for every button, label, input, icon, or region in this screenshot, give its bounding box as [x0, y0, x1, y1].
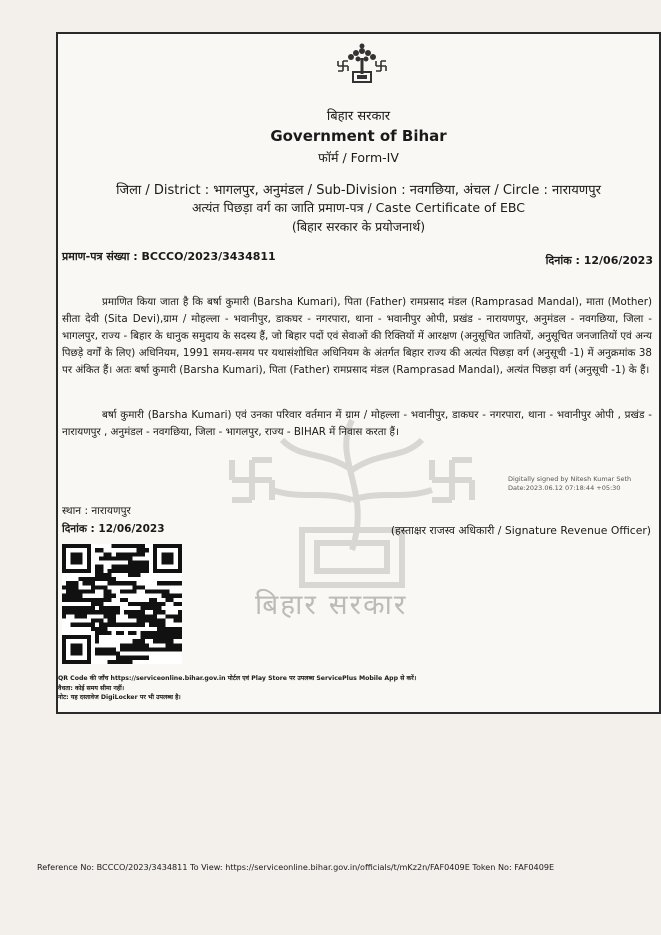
- header-english-govt: Government of Bihar: [270, 127, 447, 145]
- digital-signature: [508, 475, 631, 493]
- digital-signature-line2: Date:2023.06.12 07:18:44 +05:30: [508, 484, 621, 492]
- location-line: जिला / District : भागलपुर, अनुमंडल / Sub-Division : नवगछिया, अंचल / Circle : नारायणपुर: [116, 183, 601, 198]
- certificate-title: अत्यंत पिछड़ा वर्ग का जाति प्रमाण-पत्र / Caste Certificate of EBC: [191, 200, 526, 215]
- certificate-body-paragraph-2: बर्षा कुमारी (Barsha Kumari) एवं उनका परिवार वर्तमान में ग्राम / मोहल्ला - भवानीपुर, डाकघर - नगरपारा, थाना - भवानीपुर ओपी , प्रखंड - नारायणपुर , अनुमंडल - नवगछिया, जिला - भागलपुर, राज्य - BIHAR में निवास करता हैं।: [62, 409, 652, 438]
- signature-date: दिनांक : 12/06/2023: [62, 523, 165, 535]
- purpose-line: (बिहार सरकार के प्रयोजनार्थ): [291, 219, 426, 234]
- digital-signature-line1: Digitally signed by Nitesh Kumar Seth: [508, 475, 632, 483]
- qr-note-line: नोट: यह दस्तावेज DigiLocker पर भी उपलब्ध है।: [58, 694, 181, 701]
- signer-title: (हस्ताक्षर राजस्व अधिकारी / Signature Revenue Officer): [390, 524, 651, 537]
- qr-note-line: वैधता: कोई समय सीमा नहीं।: [58, 684, 125, 692]
- header-hindi-govt: बिहार सरकार: [326, 109, 391, 124]
- issue-date: दिनांक : 12/06/2023: [545, 254, 653, 267]
- certificate-body-paragraph-1: प्रमाणित किया जाता है कि बर्षा कुमारी (Barsha Kumari), पिता (Father) रामप्रसाद मंडल (Ramprasad Mandal), माता (Mother) सीता देवी (Sita Devi),ग्राम / मोहल्ला - भवानीपुर, डाकघर - नगरपारा, थाना - भवानीपुर ओपी, प्रखंड - नारायणपुर, अनुमंडल - नवगछिया, जिला - भागलपुर, राज्य - बिहार के धानुक समुदाय के सदस्य हैं, जो बिहार पदों एवं सेवाओं की रिक्तियों में आरक्षण (अनुसूचित जातियों, अनुसूचित जनजातियों एवं अन्य पिछड़े वर्गों के लिए) अधिनियम, 1991 समय-समय पर यथासंशोधित अधिनियम के अंतर्गत बिहार राज्य की अत्यंत पिछड़ा वर्ग (अनुसूची -1) में अनुक्रमांक 38 पर अंकित हैं। अतः बर्षा कुमारी (Barsha Kumari), पिता (Father) रामप्रसाद मंडल (Ramprasad Mandal), अत्यंत पिछड़ा वर्ग (अनुसूची -1) के हैं।: [62, 296, 652, 376]
- bihar-emblem-icon: [334, 42, 390, 84]
- place-label: स्थान : नारायणपुर: [62, 505, 131, 517]
- reference-footer: Reference No: BCCCO/2023/3434811 To View: https://serviceonline.bihar.gov.in/officials/t/mKz2n/FAF0409E Token No: FAF0409E: [37, 862, 555, 872]
- qr-notes: [58, 674, 416, 703]
- qr-note-line: QR Code की जाँच https://serviceonline.bihar.gov.in पोर्टल एवं Play Store पर उपलब्ध ServicePlus Mobile App से करें।: [58, 675, 417, 682]
- qr-code: [62, 544, 182, 664]
- form-number: फॉर्म / Form-IV: [318, 150, 399, 165]
- certificate-number: प्रमाण-पत्र संख्या : BCCCO/2023/3434811: [62, 250, 276, 263]
- watermark-text: बिहार सरकार: [255, 588, 408, 621]
